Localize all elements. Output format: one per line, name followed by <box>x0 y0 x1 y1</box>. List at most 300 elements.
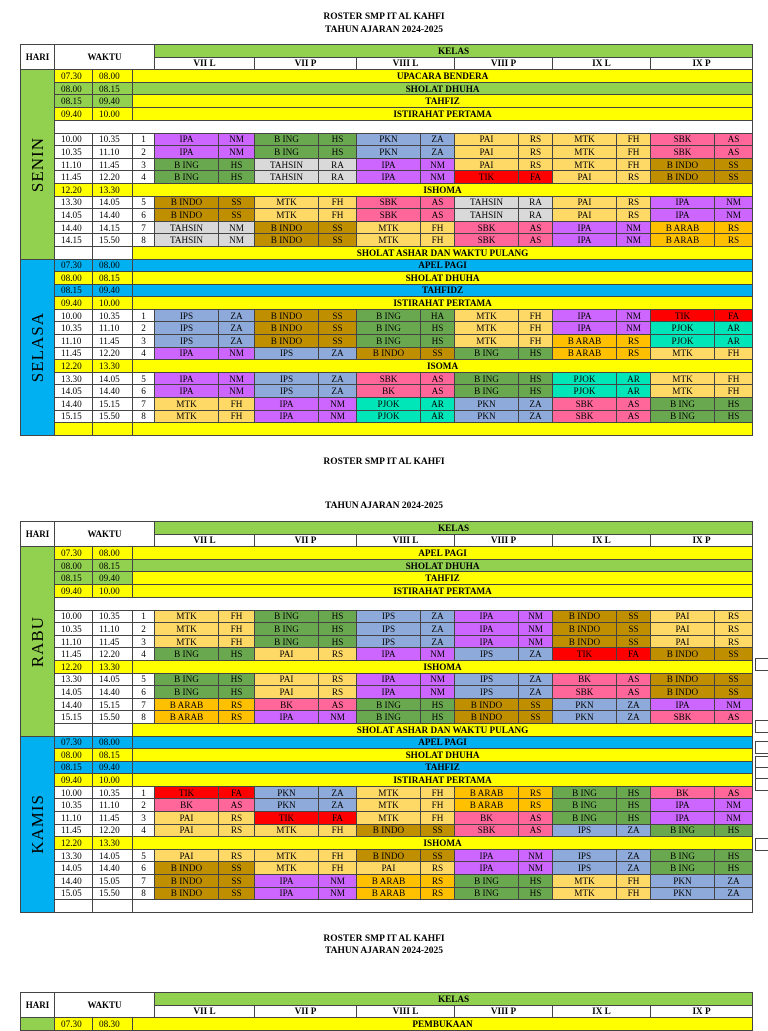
teacher-code-cell: FH <box>219 398 255 411</box>
teacher-code-cell: ZA <box>617 862 651 875</box>
hari-header: HARI <box>21 522 55 547</box>
period-number: 1 <box>133 786 155 799</box>
period-number: 8 <box>133 887 155 900</box>
kelas-header: KELAS <box>155 45 753 58</box>
period-number: 7 <box>133 221 155 234</box>
start-time: 14.40 <box>55 398 93 411</box>
teacher-code-cell: NM <box>519 635 553 648</box>
start-time <box>55 723 93 736</box>
event-row-label: ISTIRAHAT PERTAMA <box>133 774 753 787</box>
period-number: 5 <box>133 196 155 209</box>
end-time: 12.20 <box>93 824 133 837</box>
waktu-header: WAKTU <box>55 522 155 547</box>
subject-cell: IPA <box>255 711 319 724</box>
teacher-code-cell: ZA <box>319 786 357 799</box>
teacher-code-cell: SS <box>421 849 455 862</box>
start-time: 14.40 <box>55 221 93 234</box>
hari-header: HARI <box>21 45 55 70</box>
subject-cell: B ING <box>255 623 319 636</box>
empty-cell-stub <box>755 658 768 671</box>
subject-cell: IPS <box>357 610 421 623</box>
subject-cell: B ING <box>255 133 319 146</box>
event-row-label: SHOLAT DHUHA <box>133 559 753 572</box>
start-time: 11.45 <box>55 347 93 360</box>
start-time: 14.40 <box>55 698 93 711</box>
teacher-code-cell: ZA <box>219 322 255 335</box>
subject-cell: B ING <box>455 347 519 360</box>
teacher-code-cell: AS <box>617 398 651 411</box>
period-number: 2 <box>133 799 155 812</box>
teacher-code-cell: HS <box>219 673 255 686</box>
teacher-code-cell: ZA <box>319 347 357 360</box>
end-time <box>93 423 133 436</box>
subject-cell: TAHSIN <box>155 234 219 247</box>
day-name: SENIN <box>27 136 47 192</box>
end-time <box>93 900 133 913</box>
end-time: 15.50 <box>93 711 133 724</box>
event-row-label: TAHFIDZ <box>133 284 753 297</box>
subject-cell: B ING <box>357 322 421 335</box>
subject-cell: B ARAB <box>651 234 715 247</box>
teacher-code-cell: HS <box>617 786 651 799</box>
class-header: VIII P <box>455 534 553 547</box>
event-row-label: APEL PAGI <box>133 259 753 272</box>
subject-cell: TIK <box>155 786 219 799</box>
end-time: 12.20 <box>93 171 133 184</box>
teacher-code-cell: FH <box>319 824 357 837</box>
teacher-code-cell: HS <box>715 410 753 423</box>
start-time: 11.45 <box>55 171 93 184</box>
teacher-code-cell: HS <box>421 322 455 335</box>
start-time: 08.00 <box>55 82 93 95</box>
teacher-code-cell: AS <box>219 799 255 812</box>
teacher-code-cell: AR <box>421 398 455 411</box>
subject-cell: B INDO <box>155 887 219 900</box>
class-header: VII L <box>155 1005 255 1018</box>
teacher-code-cell: AS <box>519 812 553 825</box>
subject-cell: B ING <box>553 812 617 825</box>
teacher-code-cell: SS <box>715 158 753 171</box>
teacher-code-cell: RS <box>519 799 553 812</box>
teacher-code-cell: NM <box>617 221 651 234</box>
subject-cell: B INDO <box>651 686 715 699</box>
subject-cell: MTK <box>553 133 617 146</box>
teacher-code-cell: FH <box>219 623 255 636</box>
subject-cell: IPA <box>357 686 421 699</box>
teacher-code-cell: FA <box>715 309 753 322</box>
subject-cell: PKN <box>553 711 617 724</box>
event-row-label: SHOLAT DHUHA <box>133 272 753 285</box>
period-number: 5 <box>133 849 155 862</box>
empty-cell-stub <box>755 778 768 791</box>
day-label <box>21 70 55 259</box>
teacher-code-cell: AS <box>421 385 455 398</box>
end-time: 14.40 <box>93 209 133 222</box>
start-time: 09.40 <box>55 584 93 597</box>
class-header: IX L <box>553 57 651 70</box>
event-row-label: SHOLAT DHUHA <box>133 749 753 762</box>
subject-cell: MTK <box>357 234 421 247</box>
period-number: 3 <box>133 158 155 171</box>
empty-cell-stub <box>755 741 768 754</box>
subject-cell: MTK <box>455 309 519 322</box>
teacher-code-cell: NM <box>219 221 255 234</box>
teacher-code-cell: AS <box>715 146 753 159</box>
subject-cell: TIK <box>651 309 715 322</box>
start-time: 09.40 <box>55 774 93 787</box>
event-row-label: SHOLAT ASHAR DAN WAKTU PULANG <box>133 246 753 259</box>
class-header: IX P <box>651 534 753 547</box>
end-time: 14.40 <box>93 862 133 875</box>
subject-cell: PAI <box>651 635 715 648</box>
teacher-code-cell: FA <box>319 812 357 825</box>
end-time: 15.50 <box>93 887 133 900</box>
subject-cell: B INDO <box>255 335 319 348</box>
period-number: 6 <box>133 385 155 398</box>
teacher-code-cell: AS <box>715 786 753 799</box>
teacher-code-cell: RA <box>519 196 553 209</box>
event-row-label: TAHFIZ <box>133 761 753 774</box>
teacher-code-cell: FH <box>715 372 753 385</box>
teacher-code-cell: ZA <box>519 398 553 411</box>
event-row-label: PEMBUKAAN <box>133 1018 753 1031</box>
subject-cell: B ING <box>357 711 421 724</box>
subject-cell: B ING <box>455 385 519 398</box>
teacher-code-cell: NM <box>519 610 553 623</box>
teacher-code-cell: HS <box>219 686 255 699</box>
period-number: 3 <box>133 635 155 648</box>
event-row-label: ISTIRAHAT PERTAMA <box>133 297 753 310</box>
start-time: 15.05 <box>55 887 93 900</box>
schedule-table <box>20 521 753 913</box>
teacher-code-cell: NM <box>519 849 553 862</box>
teacher-code-cell: NM <box>421 686 455 699</box>
teacher-code-cell: FH <box>617 133 651 146</box>
subject-cell: IPA <box>455 862 519 875</box>
teacher-code-cell: FH <box>219 410 255 423</box>
end-time: 14.05 <box>93 673 133 686</box>
teacher-code-cell: ZA <box>715 887 753 900</box>
start-time <box>55 246 93 259</box>
teacher-code-cell: RS <box>519 158 553 171</box>
start-time: 14.40 <box>55 875 93 888</box>
subject-cell: PJOK <box>357 410 421 423</box>
subject-cell: B ING <box>357 698 421 711</box>
end-time <box>93 246 133 259</box>
end-time: 09.40 <box>93 761 133 774</box>
teacher-code-cell: ZA <box>715 875 753 888</box>
end-time: 10.00 <box>93 774 133 787</box>
subject-cell: PKN <box>357 146 421 159</box>
teacher-code-cell: NM <box>715 209 753 222</box>
subject-cell: MTK <box>255 824 319 837</box>
end-time: 08.00 <box>93 259 133 272</box>
roster-title: ROSTER SMP IT AL KAHFI <box>323 934 445 944</box>
subject-cell: PAI <box>255 673 319 686</box>
end-time: 15.15 <box>93 398 133 411</box>
teacher-code-cell: AS <box>617 673 651 686</box>
subject-cell: B ING <box>553 799 617 812</box>
subject-cell: SBK <box>553 686 617 699</box>
class-header: VII P <box>255 534 357 547</box>
subject-cell: IPS <box>255 385 319 398</box>
teacher-code-cell: NM <box>519 862 553 875</box>
teacher-code-cell: SS <box>617 623 651 636</box>
subject-cell: TIK <box>255 812 319 825</box>
subject-cell: B ING <box>553 786 617 799</box>
teacher-code-cell: SS <box>421 824 455 837</box>
teacher-code-cell: RS <box>519 146 553 159</box>
start-time: 11.10 <box>55 812 93 825</box>
subject-cell: B ARAB <box>553 347 617 360</box>
period-number: 1 <box>133 133 155 146</box>
period-number: 2 <box>133 322 155 335</box>
teacher-code-cell: AS <box>715 133 753 146</box>
start-time: 07.30 <box>55 70 93 83</box>
event-row-label: ISOMA <box>133 360 753 373</box>
teacher-code-cell: AS <box>715 711 753 724</box>
end-time: 10.00 <box>93 584 133 597</box>
subject-cell: PAI <box>155 812 219 825</box>
subject-cell: B INDO <box>553 635 617 648</box>
period-number: 7 <box>133 875 155 888</box>
subject-cell: B ING <box>155 673 219 686</box>
subject-cell: SBK <box>455 824 519 837</box>
teacher-code-cell: RS <box>715 623 753 636</box>
teacher-code-cell: AS <box>617 686 651 699</box>
teacher-code-cell: HS <box>715 398 753 411</box>
teacher-code-cell: FH <box>319 849 357 862</box>
teacher-code-cell: NM <box>219 133 255 146</box>
teacher-code-cell: SS <box>617 635 651 648</box>
end-time: 11.45 <box>93 812 133 825</box>
teacher-code-cell: SS <box>319 234 357 247</box>
end-time <box>93 723 133 736</box>
start-time: 14.05 <box>55 686 93 699</box>
subject-cell: IPA <box>155 372 219 385</box>
subject-cell: B INDO <box>651 171 715 184</box>
subject-cell: IPA <box>455 623 519 636</box>
teacher-code-cell: FH <box>617 158 651 171</box>
teacher-code-cell: ZA <box>421 623 455 636</box>
subject-cell: TAHSIN <box>455 196 519 209</box>
subject-cell: SBK <box>455 234 519 247</box>
end-time: 08.00 <box>93 547 133 560</box>
class-header: VIII L <box>357 57 455 70</box>
start-time: 09.40 <box>55 297 93 310</box>
teacher-code-cell: ZA <box>519 673 553 686</box>
subject-cell: MTK <box>155 398 219 411</box>
subject-cell: IPS <box>455 686 519 699</box>
period-number: 1 <box>133 309 155 322</box>
class-header: VII L <box>155 534 255 547</box>
start-time: 07.30 <box>55 547 93 560</box>
teacher-code-cell: FH <box>617 887 651 900</box>
teacher-code-cell: SS <box>421 347 455 360</box>
subject-cell: B INDO <box>255 309 319 322</box>
start-time: 08.00 <box>55 272 93 285</box>
subject-cell: B INDO <box>155 875 219 888</box>
subject-cell: B ING <box>455 372 519 385</box>
teacher-code-cell: SS <box>319 335 357 348</box>
start-time: 10.35 <box>55 146 93 159</box>
subject-cell: B ARAB <box>357 887 421 900</box>
period-number: 5 <box>133 673 155 686</box>
teacher-code-cell: ZA <box>219 309 255 322</box>
teacher-code-cell: SS <box>519 698 553 711</box>
teacher-code-cell: ZA <box>519 648 553 661</box>
subject-cell: B ING <box>155 171 219 184</box>
teacher-code-cell: FH <box>617 146 651 159</box>
subject-cell: IPS <box>553 824 617 837</box>
period-number: 4 <box>133 347 155 360</box>
subject-cell: BK <box>553 673 617 686</box>
subject-cell: PKN <box>255 799 319 812</box>
teacher-code-cell: ZA <box>617 849 651 862</box>
teacher-code-cell: NM <box>319 875 357 888</box>
subject-cell: SBK <box>553 398 617 411</box>
end-time: 14.05 <box>93 196 133 209</box>
teacher-code-cell: AS <box>421 196 455 209</box>
teacher-code-cell: NM <box>421 673 455 686</box>
subject-cell: IPA <box>255 398 319 411</box>
subject-cell: B INDO <box>255 221 319 234</box>
teacher-code-cell: NM <box>319 711 357 724</box>
start-time: 09.40 <box>55 107 93 120</box>
teacher-code-cell: AS <box>519 824 553 837</box>
teacher-code-cell: FH <box>715 385 753 398</box>
start-time: 12.20 <box>55 360 93 373</box>
subject-cell: B ING <box>255 146 319 159</box>
teacher-code-cell: RS <box>715 610 753 623</box>
subject-cell: B ING <box>155 648 219 661</box>
teacher-code-cell: NM <box>617 322 651 335</box>
start-time: 12.20 <box>55 183 93 196</box>
teacher-code-cell: SS <box>617 610 651 623</box>
class-header: IX L <box>553 534 651 547</box>
period-number: 5 <box>133 372 155 385</box>
start-time: 07.30 <box>55 259 93 272</box>
period-number: 2 <box>133 623 155 636</box>
subject-cell: PKN <box>357 133 421 146</box>
teacher-code-cell: FA <box>617 648 651 661</box>
teacher-code-cell: HS <box>421 711 455 724</box>
teacher-code-cell: ZA <box>421 146 455 159</box>
waktu-header: WAKTU <box>55 993 155 1018</box>
end-time: 11.45 <box>93 158 133 171</box>
subject-cell: IPA <box>553 322 617 335</box>
subject-cell: B ING <box>651 849 715 862</box>
subject-cell: B INDO <box>357 824 421 837</box>
subject-cell: BK <box>651 786 715 799</box>
start-time: 11.10 <box>55 158 93 171</box>
kelas-header: KELAS <box>155 522 753 535</box>
subject-cell: IPA <box>553 309 617 322</box>
teacher-code-cell: HS <box>219 158 255 171</box>
end-time: 11.10 <box>93 322 133 335</box>
subject-cell: IPA <box>155 347 219 360</box>
subject-cell: PAI <box>455 133 519 146</box>
subject-cell: B INDO <box>155 196 219 209</box>
subject-cell: BK <box>357 385 421 398</box>
teacher-code-cell: FH <box>519 309 553 322</box>
day-name: SELASA <box>27 312 47 383</box>
end-time: 12.20 <box>93 347 133 360</box>
event-row-label <box>133 423 753 436</box>
subject-cell: TAHSIN <box>255 158 319 171</box>
period-number: 8 <box>133 234 155 247</box>
hari-header: HARI <box>21 993 55 1018</box>
event-row-label: UPACARA BENDERA <box>133 70 753 83</box>
teacher-code-cell: RS <box>617 196 651 209</box>
period-number: 6 <box>133 209 155 222</box>
subject-cell: IPA <box>651 799 715 812</box>
end-time: 11.45 <box>93 335 133 348</box>
subject-cell: IPS <box>155 322 219 335</box>
subject-cell: IPA <box>553 221 617 234</box>
teacher-code-cell: SS <box>715 686 753 699</box>
subject-cell: B ING <box>455 887 519 900</box>
end-time: 12.20 <box>93 648 133 661</box>
period-number: 2 <box>133 146 155 159</box>
subject-cell: IPA <box>155 133 219 146</box>
start-time: 11.45 <box>55 824 93 837</box>
subject-cell: IPA <box>651 196 715 209</box>
teacher-code-cell: AR <box>421 410 455 423</box>
teacher-code-cell: AS <box>421 209 455 222</box>
end-time: 08.30 <box>93 1018 133 1031</box>
subject-cell: TAHSIN <box>455 209 519 222</box>
class-header: VII P <box>255 57 357 70</box>
subject-cell: IPA <box>553 234 617 247</box>
period-number: 3 <box>133 335 155 348</box>
subject-cell: IPS <box>455 673 519 686</box>
end-time: 14.40 <box>93 686 133 699</box>
teacher-code-cell: NM <box>219 146 255 159</box>
teacher-code-cell: FH <box>319 209 357 222</box>
start-time: 14.05 <box>55 385 93 398</box>
teacher-code-cell: ZA <box>519 410 553 423</box>
subject-cell: MTK <box>255 862 319 875</box>
teacher-code-cell: ZA <box>421 133 455 146</box>
event-row-label: ISTIRAHAT PERTAMA <box>133 584 753 597</box>
event-row-label: ISHOMA <box>133 837 753 850</box>
start-time: 12.20 <box>55 660 93 673</box>
subject-cell: MTK <box>155 623 219 636</box>
period-number: 6 <box>133 686 155 699</box>
day-label <box>21 736 55 912</box>
subject-cell: B INDO <box>651 158 715 171</box>
subject-cell: B ARAB <box>455 799 519 812</box>
start-time: 13.30 <box>55 196 93 209</box>
teacher-code-cell: FH <box>519 335 553 348</box>
teacher-code-cell: RS <box>421 887 455 900</box>
teacher-code-cell: HS <box>715 862 753 875</box>
subject-cell: TIK <box>455 171 519 184</box>
end-time: 08.15 <box>93 272 133 285</box>
subject-cell: MTK <box>651 372 715 385</box>
schedule-table <box>20 44 753 436</box>
spacer-row <box>55 597 753 610</box>
subject-cell: PKN <box>651 887 715 900</box>
teacher-code-cell: AR <box>715 335 753 348</box>
teacher-code-cell: RS <box>617 209 651 222</box>
event-row-label: TAHFIZ <box>133 95 753 108</box>
subject-cell: PAI <box>255 686 319 699</box>
subject-cell: PAI <box>553 196 617 209</box>
waktu-header: WAKTU <box>55 45 155 70</box>
period-number: 8 <box>133 711 155 724</box>
